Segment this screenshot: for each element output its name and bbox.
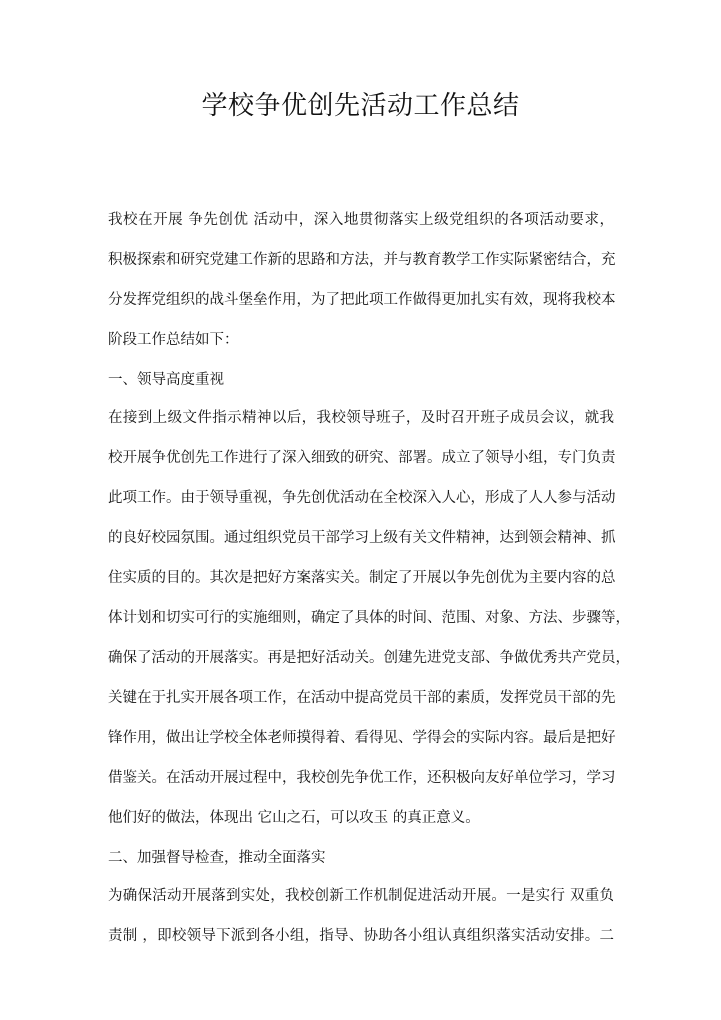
text-line <box>108 924 614 964</box>
line-text: 的良好校园氛围。通过组织党员干部学习上级有关文件精神，达到领会精神、抓 <box>108 530 616 546</box>
section-heading-1 <box>108 368 614 406</box>
document-title: 学校争优创先活动工作总结 <box>201 91 520 121</box>
text-line <box>108 248 614 288</box>
section-heading-text: 二、加强督导检查，推动全面落实 <box>108 850 326 866</box>
line-text: 住实质的目的。其次是把好方案落实关。制定了开展以争先创优为主要内容的总 <box>108 570 616 586</box>
line-text: 校开展争优创先工作进行了深入细致的研究、部署。成立了领导小组，专门负责 <box>108 450 616 466</box>
text-line <box>108 726 614 766</box>
text-line <box>108 806 614 846</box>
line-text: 阶段工作总结如下： <box>108 332 239 348</box>
line-text: 责制 ，即校领导下派到各小组，指导、协助各小组认真组织落实活动安排。二 <box>108 928 614 944</box>
line-text: 我校在开展 争先创优 活动中，深入地贯彻落实上级党组织的各项活动要求， <box>108 212 614 228</box>
line-text: 确保了活动的开展落实。再是把好活动关。创建先进党支部、争做优秀共产党员， <box>108 650 630 666</box>
line-text: 锋作用，做出让学校全体老师摸得着、看得见、学得会的实际内容。最后是把好 <box>108 730 616 746</box>
text-line <box>108 566 614 606</box>
line-text: 在接到上级文件指示精神以后，我校领导班子，及时召开班子成员会议，就我 <box>108 410 614 426</box>
line-text: 关键在于扎实开展各项工作，在活动中提高党员干部的素质，发挥党员干部的先 <box>108 690 616 706</box>
line-text: 借鉴关。在活动开展过程中，我校创先争优工作，还积极向友好单位学习，学习 <box>108 770 616 786</box>
text-line <box>108 526 614 566</box>
text-line <box>108 406 614 446</box>
line-text: 积极探索和研究党建工作新的思路和方法，并与教育教学工作实际紧密结合，充 <box>108 252 616 268</box>
line-text: 此项工作。由于领导重视，争先创优活动在全校深入人心，形成了人人参与活动 <box>108 490 616 506</box>
line-text: 体计划和切实可行的实施细则，确定了具体的时间、范围、对象、方法、步骤等， <box>108 610 630 626</box>
line-text: 为确保活动开展落到实处，我校创新工作机制促进活动开展。一是实行 双重负 <box>108 888 614 904</box>
line-text: 他们好的做法，体现出 它山之石，可以攻玉 的真正意义。 <box>108 810 480 826</box>
text-line <box>108 884 614 924</box>
text-line <box>108 446 614 486</box>
text-line <box>108 686 614 726</box>
section-heading-text: 一、领导高度重视 <box>108 372 224 388</box>
text-line <box>108 646 630 686</box>
document-body <box>108 208 630 964</box>
section-heading-2 <box>108 846 614 884</box>
text-line <box>108 486 614 526</box>
line-text: 分发挥党组织的战斗堡垒作用，为了把此项工作做得更加扎实有效，现将我校本 <box>108 292 616 308</box>
text-line <box>108 606 630 646</box>
text-line <box>108 288 614 328</box>
text-line <box>108 208 614 248</box>
text-line <box>108 766 614 806</box>
text-line <box>108 328 614 368</box>
